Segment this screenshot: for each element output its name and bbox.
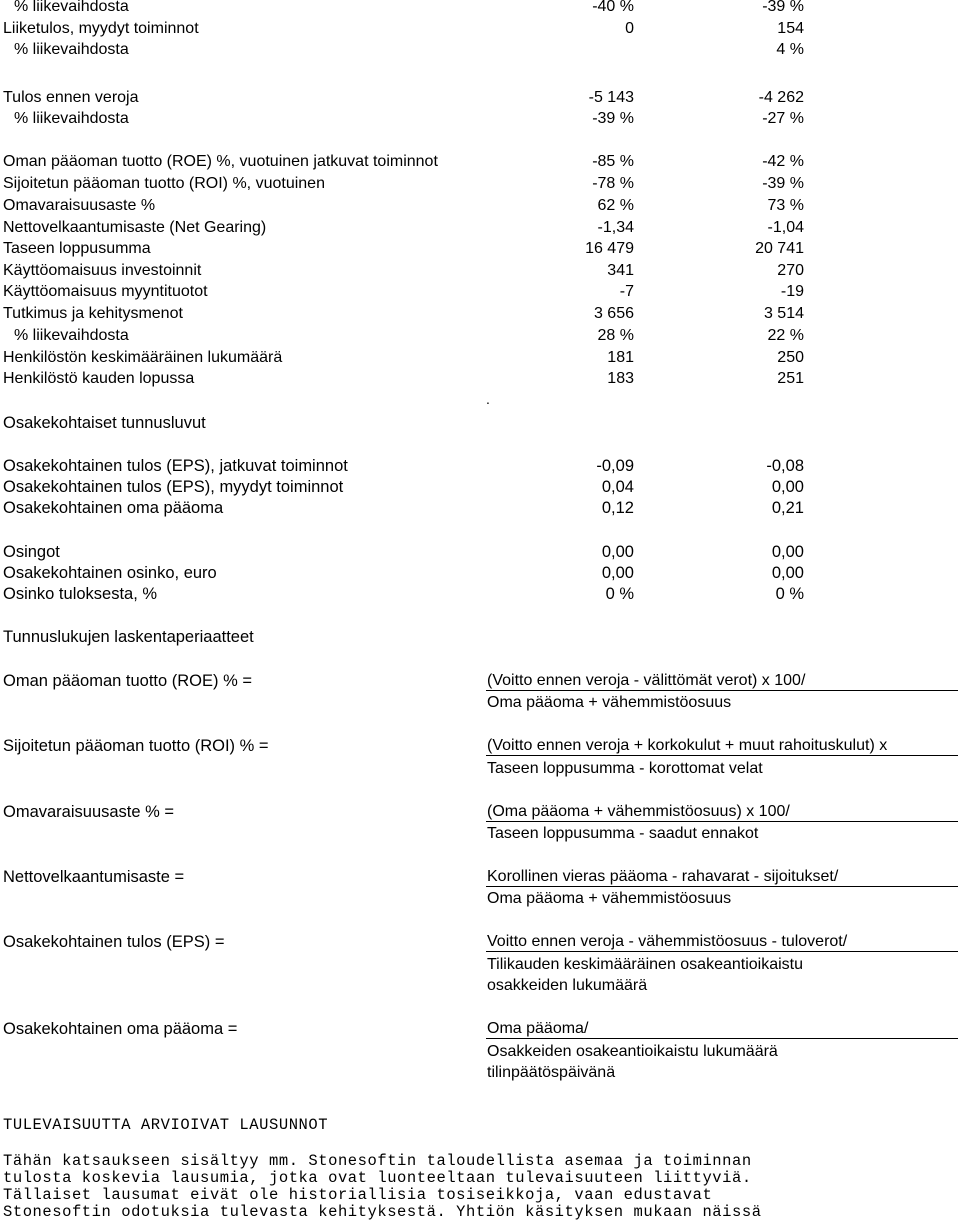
formula-numerator: Korollinen vieras pääoma - rahavarat - sijoitukset/ (487, 868, 839, 885)
value-previous: 3 514 (763, 305, 804, 322)
value-current: -78 % (592, 175, 634, 192)
fraction-line (486, 951, 958, 952)
value-previous: 0,00 (771, 478, 804, 496)
table-row (0, 40, 960, 62)
row-label: Henkilöstö kauden lopussa (3, 370, 195, 387)
table-row (0, 369, 960, 391)
formula-numerator: (Voitto ennen veroja - välittömät verot) x 100/ (487, 672, 806, 689)
value-previous: -42 % (762, 153, 804, 170)
row-label: Taseen loppusumma (3, 240, 151, 257)
table-row (0, 304, 960, 326)
value-current: 0,00 (601, 564, 634, 582)
value-previous: 0,00 (771, 543, 804, 561)
row-label: Osingot (3, 543, 60, 561)
table-row (0, 498, 960, 520)
row-label: % liikevaihdosta (14, 0, 129, 15)
formula-denominator: Tilikauden keskimääräinen osakeantioikaistu (487, 956, 804, 973)
value-current: -85 % (592, 153, 634, 170)
row-label: % liikevaihdosta (14, 327, 129, 344)
table-row (0, 563, 960, 585)
value-current: -1,34 (597, 219, 634, 236)
row-label: Nettovelkaantumisaste (Net Gearing) (3, 219, 267, 236)
table-row (0, 348, 960, 370)
table-row (0, 584, 960, 606)
formula-label: Omavaraisuusaste % = (3, 803, 175, 821)
table-row (0, 218, 960, 240)
forward-looking-line: Tähän katsaukseen sisältyy mm. Stonesoftin taloudellista asemaa ja toiminnan (3, 1152, 752, 1170)
row-label: Käyttöomaisuus myyntituotot (3, 283, 208, 300)
value-current: -5 143 (588, 89, 634, 106)
forward-looking-line: Stonesoftin odotuksia tulevasta kehityksestä. Yhtiön käsityksen mukaan näissä (3, 1203, 762, 1221)
value-current: 3 656 (593, 305, 634, 322)
row-label: Oman pääoman tuotto (ROE) %, vuotuinen jatkuvat toiminnot (3, 153, 438, 170)
row-label: Tulos ennen veroja (3, 89, 139, 106)
value-previous: -39 % (762, 0, 804, 15)
formula-denominator: Oma pääoma + vähemmistöosuus (487, 890, 732, 907)
row-label: Osinko tuloksesta, % (3, 585, 158, 603)
formula-label: Osakekohtainen oma pääoma = (3, 1020, 238, 1038)
row-label: % liikevaihdosta (14, 41, 129, 58)
fraction-line (486, 690, 958, 691)
value-current: 28 % (597, 327, 634, 344)
value-current: 16 479 (585, 240, 634, 257)
table-row (0, 456, 960, 478)
formula-denominator: Osakkeiden osakeantioikaistu lukumäärä (487, 1043, 778, 1060)
stray-dot: . (486, 391, 490, 407)
value-previous: 22 % (767, 327, 804, 344)
table-row (0, 19, 960, 41)
value-previous: -19 (780, 283, 804, 300)
table-row (0, 326, 960, 348)
value-previous: -27 % (762, 110, 804, 127)
section-heading-per-share: Osakekohtaiset tunnusluvut (3, 414, 206, 432)
table-row (0, 0, 960, 19)
row-label: Omavaraisuusaste % (3, 197, 156, 214)
value-previous: 250 (777, 349, 804, 366)
table-row (0, 542, 960, 564)
table-row (0, 174, 960, 196)
table-row (0, 109, 960, 131)
section-heading-formulas: Tunnuslukujen laskentaperiaatteet (3, 628, 254, 646)
value-current: -39 % (592, 110, 634, 127)
fraction-line (486, 886, 958, 887)
formula-label: Osakekohtainen tulos (EPS) = (3, 933, 225, 951)
row-label: Osakekohtainen osinko, euro (3, 564, 217, 582)
formula-label: Oman pääoman tuotto (ROE) % = (3, 672, 252, 690)
value-previous: 20 741 (755, 240, 804, 257)
forward-looking-line: Tällaiset lausumat eivät ole historiallisia tosiseikkoja, vaan edustavat (3, 1186, 713, 1204)
fraction-line (486, 821, 958, 822)
value-current: -7 (619, 283, 634, 300)
table-row (0, 88, 960, 110)
row-label: Käyttöomaisuus investoinnit (3, 262, 202, 279)
formula-numerator: (Voitto ennen veroja + korkokulut + muut rahoituskulut) x (487, 737, 888, 754)
row-label: % liikevaihdosta (14, 110, 129, 127)
formula-label: Sijoitetun pääoman tuotto (ROI) % = (3, 737, 269, 755)
value-current: 181 (607, 349, 634, 366)
row-label: Osakekohtainen tulos (EPS), myydyt toiminnot (3, 478, 344, 496)
fraction-line (486, 755, 958, 756)
row-label: Osakekohtainen oma pääoma (3, 499, 224, 517)
value-previous: 270 (777, 262, 804, 279)
forward-looking-line: tulosta koskevia lausumia, jotka ovat luonteeltaan tulevaisuuteen liittyviä. (3, 1169, 752, 1187)
table-row (0, 152, 960, 174)
forward-looking-heading: TULEVAISUUTTA ARVIOIVAT LAUSUNNOT (3, 1116, 329, 1134)
table-row (0, 196, 960, 218)
formula-denominator: osakkeiden lukumäärä (487, 977, 648, 994)
value-current: 0,04 (601, 478, 634, 496)
formula-denominator: tilinpäätöspäivänä (487, 1064, 616, 1081)
row-label: Henkilöstön keskimääräinen lukumäärä (3, 349, 283, 366)
formula-label: Nettovelkaantumisaste = (3, 868, 185, 886)
formula-numerator: (Oma pääoma + vähemmistöosuus) x 100/ (487, 803, 790, 820)
value-current: 183 (607, 370, 634, 387)
value-previous: -1,04 (767, 219, 804, 236)
value-previous: -4 262 (758, 89, 804, 106)
value-current: -0,09 (596, 457, 634, 475)
value-previous: 73 % (767, 197, 804, 214)
table-row (0, 261, 960, 283)
row-label: Liiketulos, myydyt toiminnot (3, 20, 199, 37)
value-previous: 4 % (776, 41, 804, 58)
value-current: 0 % (605, 585, 634, 603)
formula-denominator: Oma pääoma + vähemmistöosuus (487, 694, 732, 711)
value-previous: -0,08 (766, 457, 804, 475)
formula-denominator: Taseen loppusumma - saadut ennakot (487, 825, 759, 842)
value-previous: 251 (777, 370, 804, 387)
row-label: Osakekohtainen tulos (EPS), jatkuvat toiminnot (3, 457, 348, 475)
value-previous: 0,00 (771, 564, 804, 582)
table-row (0, 477, 960, 499)
value-current: -40 % (592, 0, 634, 15)
value-current: 0,00 (601, 543, 634, 561)
row-label: Sijoitetun pääoman tuotto (ROI) %, vuotuinen (3, 175, 325, 192)
table-row (0, 239, 960, 261)
value-previous: 0,21 (771, 499, 804, 517)
value-current: 0 (625, 20, 634, 37)
value-previous: 154 (777, 20, 804, 37)
formula-numerator: Voitto ennen veroja - vähemmistöosuus - tuloverot/ (487, 933, 848, 950)
fraction-line (486, 1038, 958, 1039)
value-current: 341 (607, 262, 634, 279)
formula-numerator: Oma pääoma/ (487, 1020, 589, 1037)
row-label: Tutkimus ja kehitysmenot (3, 305, 183, 322)
value-previous: -39 % (762, 175, 804, 192)
value-current: 0,12 (601, 499, 634, 517)
value-previous: 0 % (775, 585, 804, 603)
table-row (0, 282, 960, 304)
value-current: 62 % (597, 197, 634, 214)
formula-denominator: Taseen loppusumma - korottomat velat (487, 760, 763, 777)
